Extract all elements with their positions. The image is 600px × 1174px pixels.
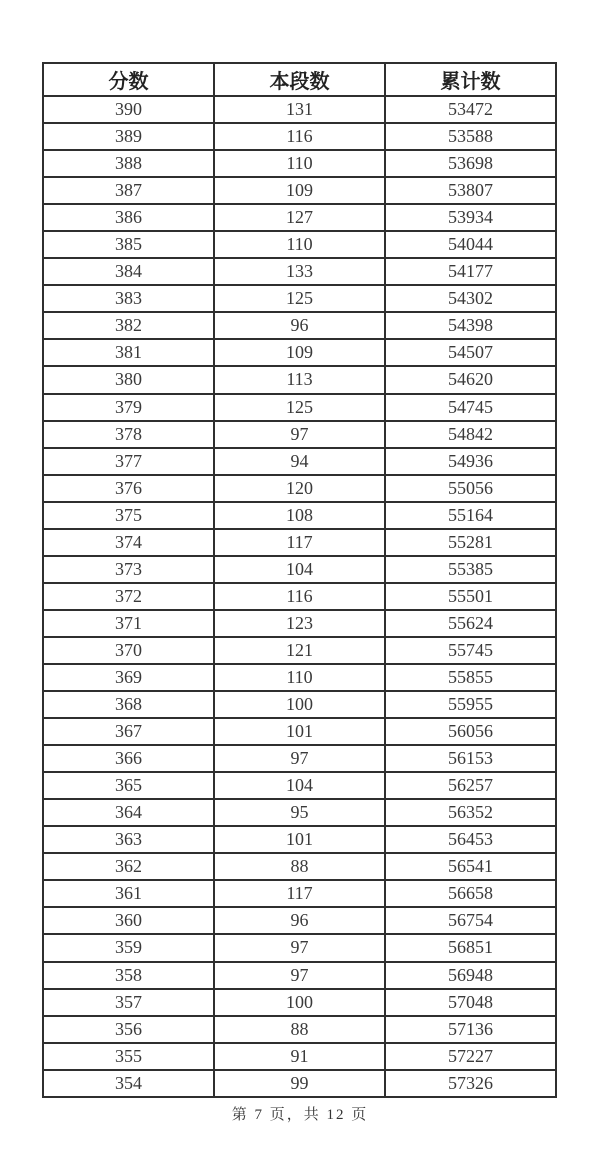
score-cell: 389 [43, 123, 214, 150]
cumulative-count-cell: 55501 [385, 583, 556, 610]
segment-count-cell: 116 [214, 123, 385, 150]
cumulative-count-cell: 56851 [385, 934, 556, 961]
table-row [43, 475, 556, 502]
segment-count-cell: 117 [214, 880, 385, 907]
table-row [43, 880, 556, 907]
cumulative-count-cell: 54398 [385, 312, 556, 339]
cumulative-count-cell: 55281 [385, 529, 556, 556]
segment-count-cell: 97 [214, 934, 385, 961]
cumulative-count-cell: 57048 [385, 989, 556, 1016]
table-row [43, 772, 556, 799]
segment-count-cell: 88 [214, 853, 385, 880]
cumulative-count-cell: 55624 [385, 610, 556, 637]
table-row [43, 691, 556, 718]
segment-count-cell: 116 [214, 583, 385, 610]
score-cell: 379 [43, 394, 214, 421]
score-cell: 385 [43, 231, 214, 258]
table-row [43, 962, 556, 989]
cumulative-count-cell: 56754 [385, 907, 556, 934]
segment-count-cell: 97 [214, 745, 385, 772]
header-segment-count: 本段数 [214, 63, 385, 96]
cumulative-count-cell: 57326 [385, 1070, 556, 1097]
table-row [43, 366, 556, 393]
table-row [43, 96, 556, 123]
table-row [43, 610, 556, 637]
score-cell: 387 [43, 177, 214, 204]
score-cell: 361 [43, 880, 214, 907]
score-cell: 378 [43, 421, 214, 448]
table-row [43, 285, 556, 312]
cumulative-count-cell: 55855 [385, 664, 556, 691]
cumulative-count-cell: 53588 [385, 123, 556, 150]
cumulative-count-cell: 56541 [385, 853, 556, 880]
cumulative-count-cell: 55056 [385, 475, 556, 502]
segment-count-cell: 100 [214, 989, 385, 1016]
score-cell: 372 [43, 583, 214, 610]
segment-count-cell: 109 [214, 177, 385, 204]
header-row [43, 63, 556, 96]
cumulative-count-cell: 53698 [385, 150, 556, 177]
segment-count-cell: 97 [214, 962, 385, 989]
table-row [43, 583, 556, 610]
score-cell: 364 [43, 799, 214, 826]
cumulative-count-cell: 55385 [385, 556, 556, 583]
score-cell: 376 [43, 475, 214, 502]
cumulative-count-cell: 56352 [385, 799, 556, 826]
table-row [43, 258, 556, 285]
score-cell: 381 [43, 339, 214, 366]
score-cell: 369 [43, 664, 214, 691]
score-cell: 365 [43, 772, 214, 799]
table-header [43, 63, 556, 96]
segment-count-cell: 125 [214, 394, 385, 421]
cumulative-count-cell: 57136 [385, 1016, 556, 1043]
score-cell: 355 [43, 1043, 214, 1070]
segment-count-cell: 104 [214, 772, 385, 799]
table-row [43, 799, 556, 826]
segment-count-cell: 97 [214, 421, 385, 448]
score-cell: 382 [43, 312, 214, 339]
segment-count-cell: 104 [214, 556, 385, 583]
page-number-footer: 第 7 页，共 12 页 [231, 1107, 369, 1123]
cumulative-count-cell: 54044 [385, 231, 556, 258]
segment-count-cell: 101 [214, 718, 385, 745]
cumulative-count-cell: 54620 [385, 366, 556, 393]
cumulative-count-cell: 54302 [385, 285, 556, 312]
score-cell: 360 [43, 907, 214, 934]
header-score: 分数 [43, 63, 214, 96]
score-cell: 368 [43, 691, 214, 718]
cumulative-count-cell: 53472 [385, 96, 556, 123]
header-cumulative-count: 累计数 [385, 63, 556, 96]
table-row [43, 394, 556, 421]
table-row [43, 123, 556, 150]
table-row [43, 312, 556, 339]
cumulative-count-cell: 56056 [385, 718, 556, 745]
score-cell: 383 [43, 285, 214, 312]
segment-count-cell: 108 [214, 502, 385, 529]
cumulative-count-cell: 56153 [385, 745, 556, 772]
score-cell: 362 [43, 853, 214, 880]
cumulative-count-cell: 54507 [385, 339, 556, 366]
score-cell: 375 [43, 502, 214, 529]
segment-count-cell: 131 [214, 96, 385, 123]
score-cell: 377 [43, 448, 214, 475]
table-row [43, 150, 556, 177]
table-row [43, 177, 556, 204]
table-row [43, 745, 556, 772]
table-row [43, 1043, 556, 1070]
table-row [43, 907, 556, 934]
cumulative-count-cell: 54745 [385, 394, 556, 421]
segment-count-cell: 123 [214, 610, 385, 637]
table-row [43, 448, 556, 475]
segment-count-cell: 127 [214, 204, 385, 231]
segment-count-cell: 88 [214, 1016, 385, 1043]
table-row [43, 529, 556, 556]
score-cell: 390 [43, 96, 214, 123]
cumulative-count-cell: 54936 [385, 448, 556, 475]
segment-count-cell: 110 [214, 664, 385, 691]
table-body [43, 96, 556, 1097]
score-cell: 359 [43, 934, 214, 961]
score-cell: 363 [43, 826, 214, 853]
cumulative-count-cell: 54177 [385, 258, 556, 285]
cumulative-count-cell: 56658 [385, 880, 556, 907]
segment-count-cell: 117 [214, 529, 385, 556]
segment-count-cell: 120 [214, 475, 385, 502]
score-cell: 367 [43, 718, 214, 745]
segment-count-cell: 95 [214, 799, 385, 826]
table-row [43, 989, 556, 1016]
table-row [43, 1016, 556, 1043]
score-cell: 373 [43, 556, 214, 583]
table-row [43, 718, 556, 745]
cumulative-count-cell: 56948 [385, 962, 556, 989]
table-row [43, 934, 556, 961]
cumulative-count-cell: 56257 [385, 772, 556, 799]
table-row [43, 556, 556, 583]
score-cell: 358 [43, 962, 214, 989]
table-row [43, 231, 556, 258]
segment-count-cell: 109 [214, 339, 385, 366]
segment-count-cell: 133 [214, 258, 385, 285]
cumulative-count-cell: 55745 [385, 637, 556, 664]
segment-count-cell: 100 [214, 691, 385, 718]
score-cell: 370 [43, 637, 214, 664]
score-cell: 354 [43, 1070, 214, 1097]
score-cell: 366 [43, 745, 214, 772]
segment-count-cell: 125 [214, 285, 385, 312]
table-row [43, 1070, 556, 1097]
score-cell: 357 [43, 989, 214, 1016]
segment-count-cell: 96 [214, 907, 385, 934]
score-cell: 388 [43, 150, 214, 177]
cumulative-count-cell: 57227 [385, 1043, 556, 1070]
segment-count-cell: 99 [214, 1070, 385, 1097]
table-row [43, 204, 556, 231]
score-distribution-table [42, 62, 557, 1098]
segment-count-cell: 110 [214, 150, 385, 177]
table-row [43, 853, 556, 880]
table-row [43, 339, 556, 366]
score-cell: 380 [43, 366, 214, 393]
table-row [43, 664, 556, 691]
table-row [43, 421, 556, 448]
segment-count-cell: 96 [214, 312, 385, 339]
score-cell: 386 [43, 204, 214, 231]
table-row [43, 826, 556, 853]
segment-count-cell: 101 [214, 826, 385, 853]
cumulative-count-cell: 56453 [385, 826, 556, 853]
segment-count-cell: 91 [214, 1043, 385, 1070]
score-cell: 356 [43, 1016, 214, 1043]
score-cell: 374 [43, 529, 214, 556]
segment-count-cell: 121 [214, 637, 385, 664]
cumulative-count-cell: 55164 [385, 502, 556, 529]
cumulative-count-cell: 53934 [385, 204, 556, 231]
cumulative-count-cell: 53807 [385, 177, 556, 204]
cumulative-count-cell: 55955 [385, 691, 556, 718]
table-row [43, 502, 556, 529]
segment-count-cell: 110 [214, 231, 385, 258]
score-cell: 384 [43, 258, 214, 285]
cumulative-count-cell: 54842 [385, 421, 556, 448]
segment-count-cell: 113 [214, 366, 385, 393]
score-cell: 371 [43, 610, 214, 637]
table-row [43, 637, 556, 664]
segment-count-cell: 94 [214, 448, 385, 475]
